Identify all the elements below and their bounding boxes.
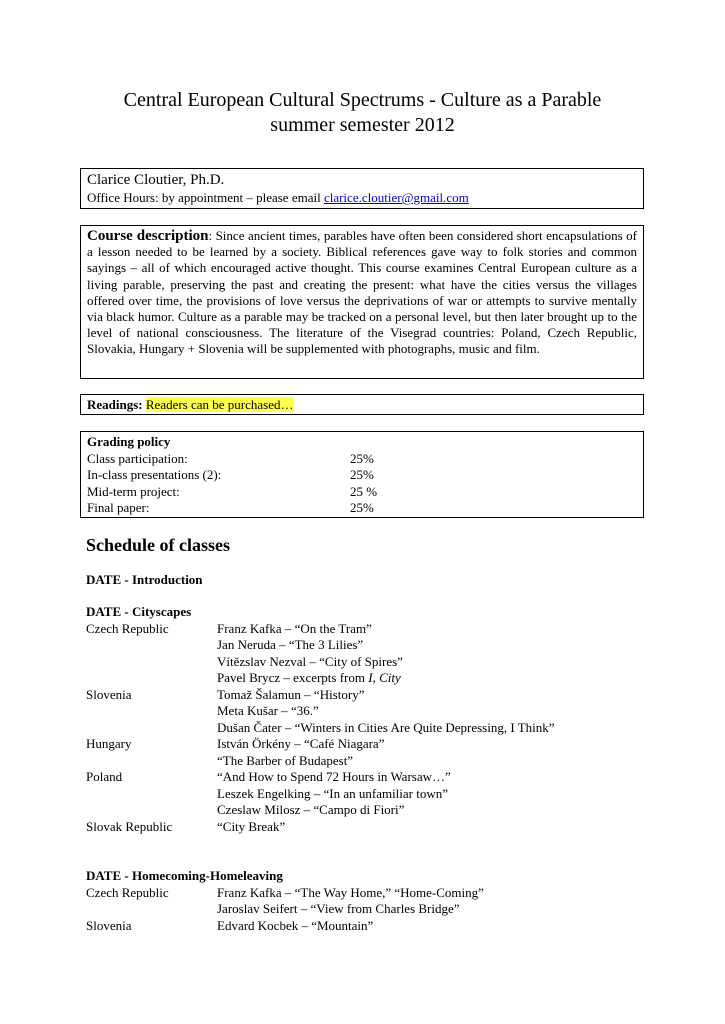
country-label: Hungary (86, 736, 132, 751)
reading-text: Jaroslav Seifert – “View from Charles Bridge” (217, 901, 460, 916)
section-homecoming (86, 868, 666, 934)
reading-text: Franz Kafka – “The Way Home,” “Home-Coming” (217, 884, 484, 900)
country-label: Czech Republic (86, 884, 169, 900)
country-label: Czech Republic (86, 620, 169, 636)
reading-text: Edvard Kocbek – “Mountain” (217, 917, 374, 933)
reading-text: Leszek Engelking – “In an unfamiliar town” (217, 785, 449, 801)
grading-row (87, 451, 637, 468)
country-label: Slovenia (86, 686, 132, 702)
country-label: Slovak Republic (86, 818, 173, 834)
schedule-row (86, 621, 666, 638)
schedule-row (86, 637, 666, 654)
country-label: Slovenia (86, 917, 132, 933)
page-title (60, 88, 665, 138)
reading-title (217, 670, 666, 687)
readings-label: Readings: (87, 397, 143, 412)
reading-title (217, 703, 666, 720)
reading-text: István Örkény – “Café Niagara” (217, 736, 385, 751)
schedule-row (86, 753, 666, 770)
grading-label: In-class presentations (2): (87, 467, 222, 482)
grading-value: 25% (350, 467, 374, 482)
reading-text: Dušan Čater – “Winters in Cities Are Quite Depressing, I Think” (217, 719, 555, 735)
schedule-row (86, 918, 666, 935)
section-introduction (86, 572, 666, 589)
reading-title (217, 901, 666, 918)
country-label (86, 670, 217, 687)
reading-text: Vítězslav Nezval – “City of Spires” (217, 653, 403, 669)
grading-value: 25 % (350, 483, 378, 499)
grading-value: 25% (350, 450, 374, 466)
schedule-row (86, 885, 666, 902)
schedule-row (86, 720, 666, 737)
grading-policy-box (80, 431, 644, 518)
reading-title (217, 753, 666, 770)
course-description-label: Course description (87, 228, 209, 244)
schedule-row (86, 703, 666, 720)
schedule-row (86, 654, 666, 671)
reading-text: Tomaž Šalamun – “History” (217, 686, 365, 702)
reading-title (217, 687, 666, 704)
reading-text: Pavel Brycz – excerpts from (217, 670, 369, 685)
office-hours-text: Office Hours: by appointment – please email (87, 190, 324, 205)
readings-box (80, 394, 644, 415)
section-header: DATE - Homecoming-Homeleaving (86, 868, 283, 883)
reading-text: “City Break” (217, 818, 286, 834)
reading-title (217, 637, 666, 654)
country-label (86, 802, 217, 819)
country-label (86, 901, 217, 918)
reading-title (217, 720, 666, 737)
reading-title (217, 654, 666, 671)
email-link[interactable]: clarice.cloutier@gmail.com (323, 190, 469, 205)
country-label (86, 703, 217, 720)
reading-title (217, 786, 666, 803)
reading-text: “And How to Spend 72 Hours in Warsaw…” (217, 769, 451, 784)
reading-title (217, 885, 666, 902)
title-line-2: summer semester 2012 (270, 114, 455, 136)
title-line-1: Central European Cultural Spectrums - Culture as a Parable (123, 89, 602, 111)
reading-title (217, 819, 666, 836)
reading-text: Franz Kafka – “On the Tram” (217, 620, 372, 636)
grading-row (87, 467, 637, 484)
grading-label: Mid-term project: (87, 483, 180, 499)
reading-text: Meta Kušar – “36.” (217, 703, 319, 718)
instructor-name: Clarice Cloutier, Ph.D. (87, 172, 225, 188)
homecoming-rows (86, 885, 666, 935)
instructor-box (80, 168, 644, 209)
schedule-row (86, 802, 666, 819)
reading-title (217, 918, 666, 935)
reading-title (217, 621, 666, 638)
country-label: Poland (86, 769, 123, 784)
schedule-row (86, 769, 666, 786)
reading-text: Jan Neruda – “The 3 Lilies” (217, 637, 364, 652)
country-label (86, 786, 217, 803)
readings-text: Readers can be purchased… (145, 397, 294, 412)
reading-title (217, 769, 666, 786)
schedule-row (86, 901, 666, 918)
grading-label: Class participation: (87, 450, 188, 466)
country-label (86, 654, 217, 671)
country-label (86, 720, 217, 737)
country-label (86, 637, 217, 654)
grading-title: Grading policy (87, 434, 171, 449)
schedule-heading: Schedule of classes (86, 535, 230, 555)
schedule-row (86, 819, 666, 836)
grading-row (87, 484, 637, 501)
schedule-row (86, 687, 666, 704)
reading-title (217, 736, 666, 753)
schedule-row (86, 736, 666, 753)
course-description-text: : Since ancient times, parables have often been considered short encapsulations of a lesson needed to be learned by a society. Biblical references gave way to folk stories and common sayings – all of which encouraged active thought. This course examines Central European culture as a living parable, preserving the past and creating the present: what have the cities versus the villages offered over time, the provisions of love versus the deprivations of war or attempts to survive mentally via black humor. Culture as a parable may be tracked on a personal level, but then later brought up to the level of national consciousness. The literature of the Visegrad countries: Poland, Czech Republic, Slovakia, Hungary + Slovenia will be supplemented with photographs, music and film. (87, 228, 637, 357)
schedule-row (86, 786, 666, 803)
country-label (86, 753, 217, 770)
section-header: DATE - Cityscapes (86, 604, 192, 619)
grading-label: Final paper: (87, 500, 150, 515)
cityscapes-rows (86, 621, 666, 836)
grading-value: 25% (350, 500, 374, 515)
reading-title (217, 802, 666, 819)
reading-text: “The Barber of Budapest” (217, 752, 354, 768)
schedule-row (86, 670, 666, 687)
grading-row (87, 500, 637, 517)
section-cityscapes (86, 604, 666, 835)
reading-italic-title: I, City (368, 670, 401, 685)
reading-text: Czeslaw Milosz – “Campo di Fiori” (217, 802, 405, 817)
section-header: DATE - Introduction (86, 572, 203, 587)
course-description-box (80, 225, 644, 379)
office-hours (87, 189, 637, 206)
